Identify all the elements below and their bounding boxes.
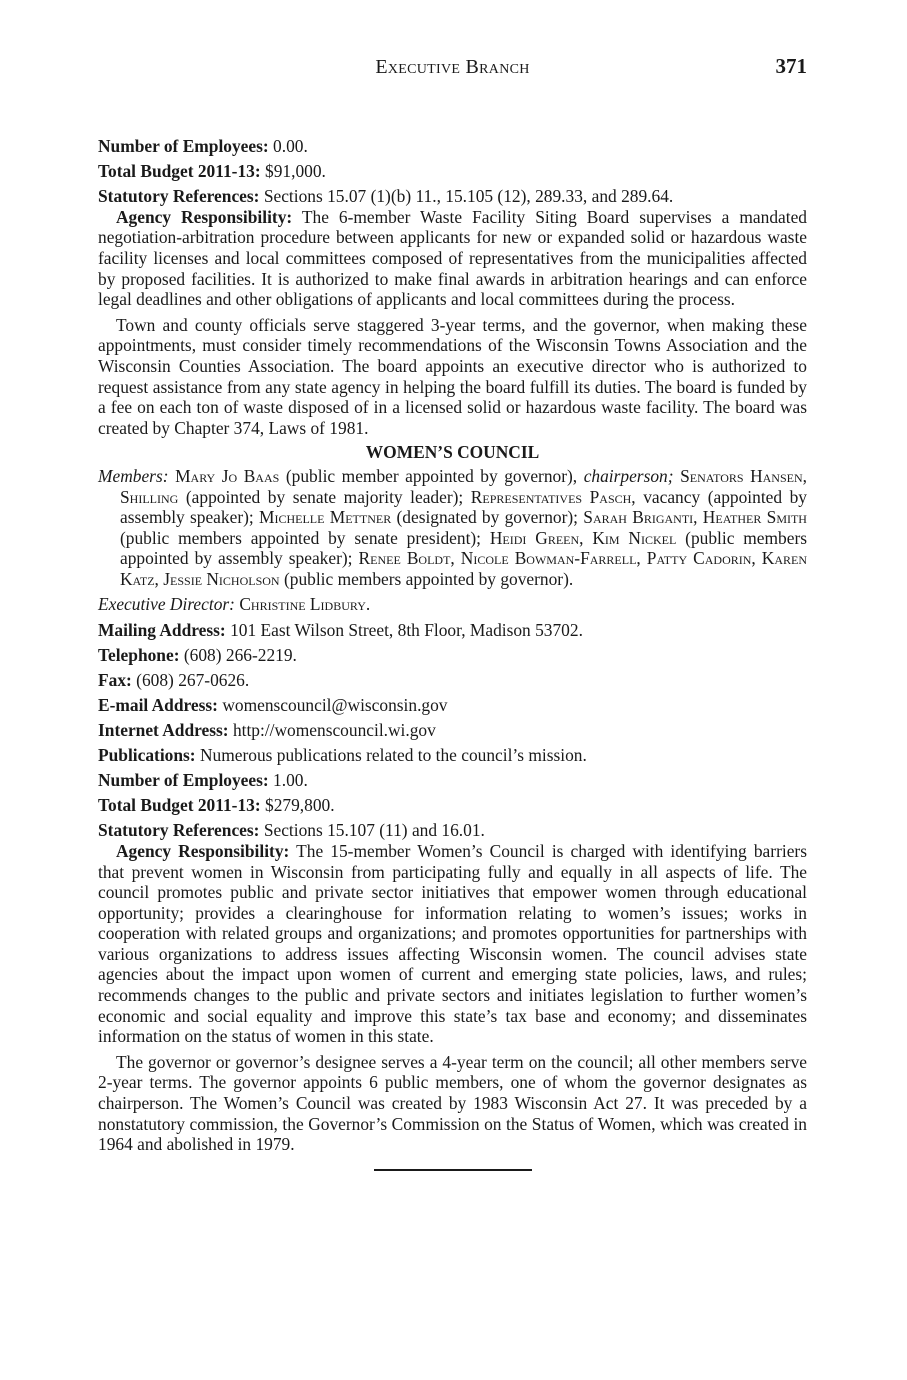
field-value: $279,800. [265, 795, 335, 816]
end-rule [374, 1169, 532, 1171]
field-value: Sections 15.107 (11) and 16.01. [263, 820, 485, 841]
member-name: Senators Hansen, Shilling [120, 465, 807, 507]
member-role: vacancy (appointed by assembly speaker); [120, 486, 807, 528]
member-name: Renee Boldt, Nicole Bowman-Farrell, Patty Cadorin, Karen Katz, Jessie Nicholson [120, 548, 808, 589]
field-value: http://womenscouncil.wi.gov [232, 719, 436, 740]
member-name: Michelle Mettner [259, 507, 392, 528]
field-value: Sections 15.07 (1)(b) 11., 15.105 (12), 289.33, and 289.64. [263, 186, 674, 207]
members-label: Members: [98, 465, 169, 486]
section-heading-womens-council: WOMEN’S COUNCIL [365, 442, 540, 463]
email-address [98, 695, 807, 716]
telephone [98, 645, 807, 666]
field-label: Executive Director: [98, 594, 235, 615]
member-role: (public members appointed by senate president); [120, 527, 490, 548]
field-value: Christine Lidbury. [239, 594, 371, 615]
field-label: Internet Address: [98, 719, 229, 740]
page-number: 371 [775, 54, 807, 78]
member-name: Heidi Green, Kim Nickel [489, 527, 677, 548]
field-value: womenscouncil@wisconsin.gov [222, 694, 448, 715]
field-label: Agency Responsibility: [116, 840, 290, 861]
paragraph-text: The 6-member Waste Facility Siting Board supervises a mandated negotiation-arbitration procedure between applicants for new or expanded solid or hazardous waste facility licenses and local committees composed of representatives from the municipalities affected by proposed facilities. It is authorized to make final awards in arbitration hearings and can enforce legal deadlines and other obligations of applicants and local committees during the process. [98, 206, 807, 310]
council-budget [98, 795, 807, 816]
member-role: (public member appointed by governor), [279, 465, 584, 486]
field-label: Statutory References: [98, 820, 260, 841]
waste-board-budget [98, 161, 807, 182]
waste-board-paragraph-2: Town and county officials serve staggered 3-year terms, and the governor, when making these appointments, must consider timely recommendations of the Wisconsin Towns Association and the Wisconsin Counties Association. The board appoints an executive director who is authorized to request assistance from any state agency in helping the board fulfill its duties. The board is funded by a fee on each ton of waste disposed of in a licensed solid or hazardous waste facility. The board was created by Chapter 374, Laws of 1981. [98, 314, 807, 438]
member-name: Sarah Briganti, Heather Smith [583, 507, 807, 528]
council-agency-responsibility [98, 841, 807, 1047]
member-role: (appointed by senate majority leader); [178, 486, 471, 507]
field-label: Total Budget 2011-13: [98, 795, 261, 816]
chairperson-label: chairperson; [583, 465, 674, 486]
running-head [98, 50, 807, 84]
page-content [98, 136, 807, 1171]
field-label: Total Budget 2011-13: [98, 161, 261, 182]
member-name: Representatives Pasch, [470, 486, 636, 507]
field-value: (608) 267-0626. [136, 669, 250, 690]
field-label: Number of Employees: [98, 136, 269, 156]
field-label: Mailing Address: [98, 619, 226, 640]
field-value: 101 East Wilson Street, 8th Floor, Madison 53702. [230, 619, 583, 640]
waste-board-statutory-references [98, 186, 807, 207]
member-role: (designated by governor); [391, 507, 584, 528]
field-value: 1.00. [273, 770, 308, 791]
field-value: 0.00. [273, 136, 308, 156]
field-label: Fax: [98, 669, 132, 690]
council-statutory-references [98, 820, 807, 841]
member-role: (public members appointed by governor). [279, 568, 574, 589]
mailing-address [98, 620, 807, 641]
publications [98, 745, 807, 766]
field-label: E-mail Address: [98, 694, 218, 715]
member-name: Mary Jo Baas [175, 465, 280, 486]
fax [98, 670, 807, 691]
field-label: Statutory References: [98, 186, 260, 207]
field-label: Number of Employees: [98, 770, 269, 791]
council-employees [98, 770, 807, 791]
field-label: Telephone: [98, 644, 180, 665]
waste-board-employees [98, 136, 807, 157]
waste-board-agency-responsibility [98, 207, 807, 310]
page-body [98, 50, 807, 1171]
field-value: (608) 266-2219. [183, 644, 297, 665]
field-value: Numerous publications related to the council’s mission. [199, 745, 587, 766]
field-label: Publications: [98, 745, 196, 766]
council-paragraph-2: The governor or governor’s designee serves a 4-year term on the council; all other members serve 2-year terms. The governor appoints 6 public members, one of whom the governor designates as chairperson. The Women’s Council was created by 1983 Wisconsin Act 27. It was preceded by a nonstatutory commission, the Governor’s Commission on the Status of Women, which was created in 1964 and abolished in 1979. [98, 1051, 807, 1155]
internet-address [98, 720, 807, 741]
field-value: $91,000. [265, 161, 326, 182]
field-label: Agency Responsibility: [116, 206, 293, 227]
running-head-title: Executive Branch [375, 56, 530, 78]
paragraph-text: The 15-member Women’s Council is charged with identifying barriers that prevent women in Wisconsin from participating fully and equally in all aspects of life. The council promotes public and private sector initiatives that empower women through educational opportunity; provides a clearinghouse for information relating to women’s issues; works in cooperation with related groups and organizations; and promotes opportunities for partnerships with various organizations to address issues affecting Wisconsin women. The council advises state agencies about the impact upon women of current and emerging state policies, laws, and rules; recommends changes to the public and private sectors and initiates legislation to further women’s economic and social equality and improve this state’s tax base and economy; and disseminates information on the status of women in this state. [98, 840, 807, 1047]
member-role: (public members appointed by assembly speaker); [120, 527, 808, 569]
members-list [98, 466, 807, 590]
executive-director [98, 594, 807, 615]
